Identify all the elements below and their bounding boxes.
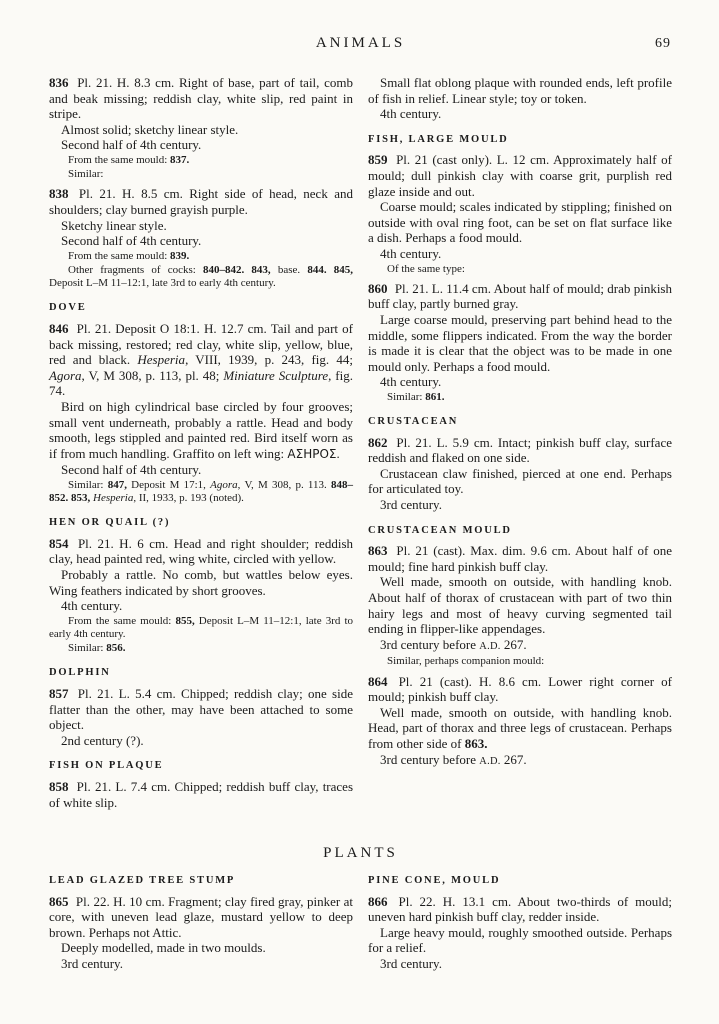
text-run: Similar, perhaps companion mould: xyxy=(387,655,545,668)
text-run: Pl. 21. H. 8.3 cm. Right of base, part of tail, comb and beak missing; reddish clay, white slip, red paint in stripe. xyxy=(49,75,353,122)
text-run: , V, M 308, p. 113. xyxy=(237,478,332,491)
page-number: 69 xyxy=(655,36,671,51)
body-paragraph xyxy=(49,122,353,138)
catalog-number: 860 xyxy=(368,280,388,296)
body-paragraph xyxy=(368,752,672,770)
text-run: 4th century. xyxy=(380,106,442,122)
body-paragraph xyxy=(49,462,353,478)
text-run: 3rd century before xyxy=(380,751,480,767)
entry-paragraph xyxy=(368,674,672,705)
category-heading xyxy=(49,758,353,774)
text-run: 3rd century. xyxy=(380,497,442,513)
body-paragraph xyxy=(368,199,672,246)
text-run: Crustacean claw finished, pierced at one end. Perhaps for articulated toy. xyxy=(368,465,672,497)
page-header xyxy=(49,35,672,54)
text-run: Coarse mould; scales indicated by stippling; finished on outside with oval ring foot, can be set on flat surface like a dish. Perhaps a food mould. xyxy=(368,199,672,246)
text-run: 3rd century. xyxy=(380,955,442,971)
body-paragraph xyxy=(368,106,672,122)
catalog-number: 863 xyxy=(368,543,388,559)
text-run: 4th century. xyxy=(61,598,123,614)
text-run: CRUSTACEAN xyxy=(368,416,459,428)
text-run: Pl. 21. Deposit O 18:1. H. 12.7 cm. Tail and part of back missing, restored; red clay, white slip, yellow, blue, red and black. xyxy=(49,320,353,368)
text-run: , II, 1933, p. 193 (noted). xyxy=(133,492,244,505)
text-run: HEN OR QUAIL (?) xyxy=(49,517,171,529)
text-run: 267. xyxy=(500,636,527,652)
body-paragraph xyxy=(49,940,353,956)
work-title: Agora xyxy=(210,478,238,491)
era-abbrev: A.D. xyxy=(479,755,501,767)
work-title: Miniature Sculpture xyxy=(223,367,329,383)
text-run: Similar: xyxy=(387,390,426,403)
category-heading xyxy=(49,515,353,531)
catalog-number: 855, xyxy=(175,614,195,627)
text-run: LEAD GLAZED TREE STUMP xyxy=(49,875,236,886)
body-paragraph xyxy=(368,312,672,374)
catalog-number: 862 xyxy=(368,434,388,450)
note-paragraph xyxy=(49,154,353,167)
body-paragraph xyxy=(368,466,672,497)
text-run: From the same mould: xyxy=(68,153,171,166)
category-heading xyxy=(368,523,672,539)
work-title: Hesperia xyxy=(93,492,134,505)
text-run: Almost solid; sketchy linear style. xyxy=(61,121,239,137)
category-heading xyxy=(368,132,672,148)
animals-left-column xyxy=(49,75,353,810)
note-paragraph xyxy=(49,642,353,655)
catalog-number: 859 xyxy=(368,152,388,168)
note-paragraph xyxy=(49,479,353,505)
text-run: Second half of 4th century. xyxy=(61,137,202,153)
entry-paragraph xyxy=(49,894,353,941)
text-run: 3rd century. xyxy=(61,955,123,971)
catalog-number: 861. xyxy=(425,390,445,403)
catalog-number: 857 xyxy=(49,686,69,702)
note-paragraph xyxy=(49,250,353,263)
body-paragraph xyxy=(368,574,672,636)
entry-paragraph xyxy=(368,543,672,574)
text-run: From the same mould: xyxy=(68,249,171,262)
text-run: PINE CONE, MOULD xyxy=(368,875,501,886)
catalog-number: 837. xyxy=(170,153,190,166)
entry-paragraph xyxy=(49,536,353,567)
text-run: FISH, LARGE MOULD xyxy=(368,133,509,145)
graffito-greek: ΑΣΗΡΟΣ xyxy=(287,446,337,461)
note-paragraph xyxy=(368,655,672,668)
entry-paragraph xyxy=(49,186,353,217)
text-run: Large coarse mould, preserving part behind head to the middle, some flippers indicated. From the way the border is made it is clear that the object was to be made in one mould only. Perhaps a food mould. xyxy=(368,311,672,374)
text-run: . xyxy=(336,445,340,461)
text-run: Pl. 21 (cast). Max. dim. 9.6 cm. About half of one mould; fine hard pinkish buff clay. xyxy=(368,543,672,574)
body-paragraph xyxy=(49,567,353,598)
note-paragraph xyxy=(368,263,672,276)
entry-paragraph xyxy=(49,321,353,399)
text-run: , VIII, 1939, p. 243, fig. 44; xyxy=(185,352,353,368)
text-run: 3rd century before xyxy=(380,636,480,652)
text-run: Bird on high cylindrical base circled by four grooves; small vent underneath, probably a rattle. Head and body smooth, legs stippled and painted red. Bird itself worn as if from much handling. Graffito on left wing: xyxy=(49,398,353,461)
body-paragraph xyxy=(49,399,353,462)
category-heading xyxy=(368,873,672,889)
category-heading xyxy=(49,873,353,889)
text-run: CRUSTACEAN MOULD xyxy=(368,524,512,536)
body-paragraph xyxy=(49,218,353,234)
body-paragraph xyxy=(368,75,672,106)
text-run: , V, M 308, p. 113, pl. 48; xyxy=(81,367,224,383)
note-paragraph xyxy=(49,615,353,641)
text-run: , fig. 74. xyxy=(49,367,353,399)
text-run: 4th century. xyxy=(380,374,442,390)
catalog-number: 840–842. 843, xyxy=(203,263,271,276)
text-run: DOLPHIN xyxy=(49,667,111,679)
text-run: Probably a rattle. No comb, but wattles below eyes. Wing feathers indicated by short grooves. xyxy=(49,567,353,598)
category-heading xyxy=(368,414,672,430)
text-run: Well made, smooth on outside, with handling knob. Head, part of thorax and three legs of crustacean. Perhaps from other side of xyxy=(368,704,672,751)
text-run: Pl. 22. H. 10 cm. Fragment; clay fired gray, pinker at core, with uneven lead glaze, mustard yellow to deep brown. Perhaps not Attic. xyxy=(49,893,353,940)
entry-paragraph xyxy=(49,75,353,122)
text-run: 2nd century (?). xyxy=(61,732,144,748)
plants-left-column xyxy=(49,873,353,972)
text-run: From the same mould: xyxy=(68,614,176,627)
text-run: Similar: xyxy=(68,168,104,181)
text-run: Pl. 21. L. 5.4 cm. Chipped; reddish clay; one side flatter than the other, may have been attached to some object. xyxy=(49,686,353,733)
text-run: Pl. 21. H. 8.5 cm. Right side of head, neck and shoulders; clay burned grayish purple. xyxy=(49,186,353,217)
catalog-number: 846 xyxy=(49,320,69,336)
body-paragraph xyxy=(49,598,353,614)
text-run: Deposit M 17:1, xyxy=(126,478,211,491)
text-run: Pl. 22. H. 13.1 cm. About two-thirds of mould; uneven hard pinkish buff clay, redder inside. xyxy=(368,893,672,925)
catalog-number: 866 xyxy=(368,893,388,909)
catalog-number: 865 xyxy=(49,893,69,909)
running-title: ANIMALS xyxy=(315,35,406,51)
entry-paragraph xyxy=(368,894,672,925)
entry-paragraph xyxy=(49,779,353,810)
body-paragraph xyxy=(368,497,672,513)
text-run: Second half of 4th century. xyxy=(61,462,202,478)
work-title: Hesperia xyxy=(137,352,186,368)
text-run: Deeply modelled, made in two moulds. xyxy=(61,940,266,956)
entry-paragraph xyxy=(368,281,672,312)
text-run: Pl. 21 (cast only). L. 12 cm. Approximately half of mould; dull pinkish clay with coarse grit, purplish red glaze inside and out. xyxy=(368,152,672,199)
entry-paragraph xyxy=(368,435,672,466)
catalog-number: 838 xyxy=(49,186,69,202)
text-run: base. xyxy=(270,263,308,276)
work-title: Agora xyxy=(49,367,82,383)
text-run: Similar: xyxy=(68,642,107,655)
animals-section xyxy=(49,75,672,831)
entry-paragraph xyxy=(368,152,672,199)
category-heading xyxy=(49,300,353,316)
category-heading xyxy=(49,665,353,681)
body-paragraph xyxy=(49,733,353,749)
text-run: Pl. 21 (cast). H. 8.6 cm. Lower right corner of mould; pinkish buff clay. xyxy=(368,673,672,705)
catalog-number: 856. xyxy=(106,642,126,655)
text-run: Deposit L–M 11–12:1, late 3rd to early 4th century. xyxy=(49,277,276,290)
catalog-number: 844. 845, xyxy=(307,263,354,276)
entry-paragraph xyxy=(49,686,353,733)
plants-section xyxy=(49,873,672,972)
text-run: Deposit L–M 11–12:1, late 3rd to early 4th century. xyxy=(49,614,354,641)
text-run: Pl. 21. L. 7.4 cm. Chipped; reddish buff clay, traces of white slip. xyxy=(49,779,353,810)
plants-right-column xyxy=(368,873,672,972)
text-run: Small flat oblong plaque with rounded ends, left profile of fish in relief. Linear style; toy or token. xyxy=(368,75,672,106)
catalog-number: 836 xyxy=(49,75,69,90)
catalog-number: 863. xyxy=(464,735,488,751)
body-paragraph xyxy=(368,637,672,655)
animals-right-column xyxy=(368,75,672,769)
text-run: FISH ON PLAQUE xyxy=(49,760,164,772)
note-paragraph xyxy=(368,391,672,404)
era-abbrev: A.D. xyxy=(479,640,501,652)
catalog-number: 854 xyxy=(49,535,69,551)
body-paragraph xyxy=(368,705,672,752)
text-run: 4th century. xyxy=(380,245,442,261)
text-run: Other fragments of cocks: xyxy=(68,263,203,276)
catalog-number: 864 xyxy=(368,673,388,689)
body-paragraph xyxy=(368,246,672,262)
text-run: Similar: xyxy=(68,478,108,491)
catalog-number: 839. xyxy=(170,249,190,262)
body-paragraph xyxy=(368,925,672,956)
note-paragraph xyxy=(49,264,353,290)
body-paragraph xyxy=(368,956,672,972)
note-paragraph xyxy=(49,168,353,181)
plants-section-title: PLANTS xyxy=(323,845,398,861)
catalog-number: 858 xyxy=(49,779,69,795)
text-run: Large heavy mould, roughly smoothed outside. Perhaps for a relief. xyxy=(368,924,672,956)
text-run: 267. xyxy=(500,751,527,767)
text-run: Sketchy linear style. xyxy=(61,217,167,233)
text-run: Second half of 4th century. xyxy=(61,233,202,249)
body-paragraph xyxy=(368,374,672,390)
catalog-number: 848–852. 853, xyxy=(49,478,354,505)
text-run: Well made, smooth on outside, with handling knob. About half of thorax of crustacean with part of two thin hairy legs and most of heavy curving segmented tail ending in flipper-like appendages. xyxy=(368,574,672,637)
text-run: Pl. 21. L. 5.9 cm. Intact; pinkish buff clay, surface reddish and flaked on one side. xyxy=(368,434,672,466)
text-run: Pl. 21. H. 6 cm. Head and right shoulder; reddish clay, head painted red, wing white, circled with yellow. xyxy=(49,535,353,567)
text-run: Of the same type: xyxy=(387,262,465,275)
catalog-number: 847, xyxy=(107,478,127,491)
body-paragraph xyxy=(49,233,353,249)
body-paragraph xyxy=(49,956,353,972)
body-paragraph xyxy=(49,137,353,153)
text-run: Pl. 21. L. 11.4 cm. About half of mould; drab pinkish buff clay, partly burned gray. xyxy=(368,280,672,312)
text-run: DOVE xyxy=(49,302,87,314)
